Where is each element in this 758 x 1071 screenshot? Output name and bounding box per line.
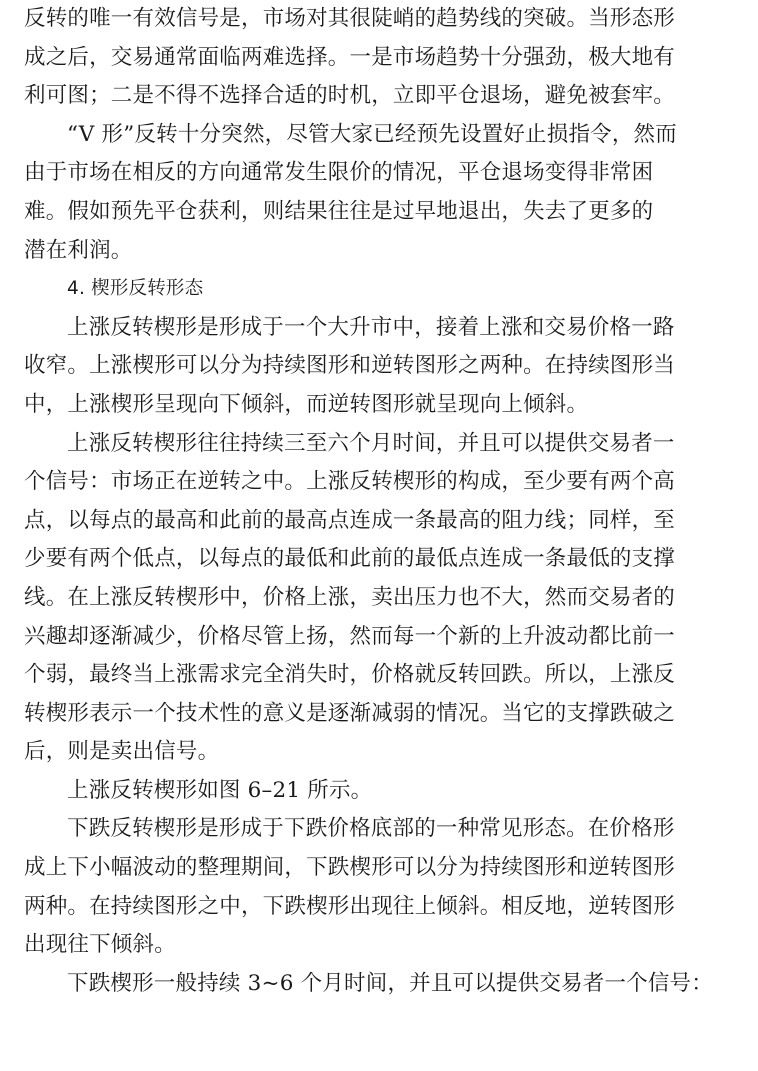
figure-reference: 上涨反转楔形如图 6–21 所示。 [67, 777, 373, 803]
text-line: 点，以每点的最高和此前的最高点连成一条最高的阻力线；同样，至 [24, 507, 676, 533]
text-line: 反转的唯一有效信号是，市场对其很陡峭的趋势线的突破。当形态形 [24, 6, 676, 31]
text-line: 上涨反转楔形是形成于一个大升市中，接着上涨和交易价格一路 [67, 314, 675, 340]
paragraph [24, 116, 746, 270]
text-line: 成之后，交易通常面临两难选择。一是市场趋势十分强劲，极大地有 [24, 44, 676, 70]
text-line: 收窄。上涨楔形可以分为持续图形和逆转图形之两种。在持续图形当 [24, 353, 676, 379]
text-line: 两种。在持续图形之中，下跌楔形出现往上倾斜。相反地，逆转图形 [24, 893, 676, 919]
paragraph [24, 965, 746, 1004]
text-line: 潜在利润。 [24, 237, 133, 263]
text-line: 中，上涨楔形呈现向下倾斜，而逆转图形就呈现向上倾斜。 [24, 391, 589, 417]
text-line: 转楔形表示一个技术性的意义是逐渐减弱的情况。当它的支撑跌破之 [24, 700, 676, 726]
text-line: 由于市场在相反的方向通常发生限价的情况，平仓退场变得非常困 [24, 160, 654, 186]
text-line: 少要有两个低点，以每点的最低和此前的最低点连成一条最低的支撑 [24, 546, 676, 572]
text-line: “V 形”反转十分突然，尽管大家已经预先设置好止损指令，然而 [67, 121, 677, 147]
text-line: 个信号：市场正在逆转之中。上涨反转楔形的构成，至少要有两个高 [24, 469, 676, 495]
text-line: 兴趣却逐渐减少，价格尽管上扬，然而每一个新的上升波动都比前一 [24, 623, 676, 649]
text-line: 线。在上涨反转楔形中，价格上涨，卖出压力也不大，然而交易者的 [24, 584, 676, 610]
paragraph [24, 772, 746, 811]
text-line: 个弱，最终当上涨需求完全消失时，价格就反转回跌。所以，上涨反 [24, 662, 676, 688]
document-page [24, 0, 746, 1003]
text-line: 出现往下倾斜。 [24, 932, 176, 958]
paragraph [24, 425, 746, 772]
text-line: 上涨反转楔形往往持续三至六个月时间，并且可以提供交易者一 [67, 430, 675, 456]
text-line: 下跌楔形一般持续 3~6 个月时间，并且可以提供交易者一个信号： [67, 970, 713, 996]
text-line: 利可图；二是不得不选择合适的时机，立即平仓退场，避免被套牢。 [24, 83, 676, 109]
text-line: 成上下小幅波动的整理期间，下跌楔形可以分为持续图形和逆转图形 [24, 855, 676, 881]
section-heading: 4. 楔形反转形态 [67, 278, 204, 300]
paragraph [24, 309, 746, 425]
paragraph [24, 810, 746, 964]
text-line: 下跌反转楔形是形成于下跌价格底部的一种常见形态。在价格形 [67, 816, 675, 842]
paragraph [24, 0, 746, 116]
text-line: 难。假如预先平仓获利，则结果往往是过早地退出，失去了更多的 [24, 198, 654, 224]
text-line: 后，则是卖出信号。 [24, 739, 220, 765]
